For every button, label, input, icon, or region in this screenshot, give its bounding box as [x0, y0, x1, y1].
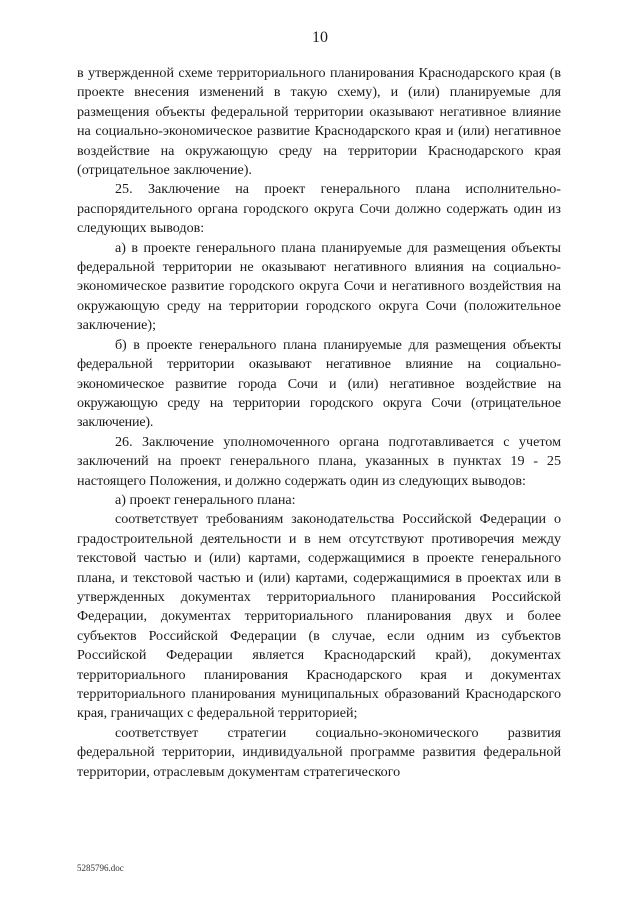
paragraph-subitem-a-26: а) проект генерального плана: [115, 491, 296, 508]
paragraph-subitem-b: б) в проекте генерального плана планируемые для размещения объекты федеральной территории оказывают негативное влияние на социально-экономическое развитие города Сочи и (или) негативное воздействие на окружающую среду на территории городского округа Сочи (отрицательное заключение). [77, 336, 561, 431]
document-body [77, 64, 561, 782]
page-number: 10 [312, 29, 328, 46]
file-name-footer: 5285796.doc [77, 863, 124, 873]
paragraph-subitem-a: а) в проекте генерального плана планируемые для размещения объекты федеральной территории не оказывают негативного влияния на социально-экономическое развитие городского округа Сочи и негативного воздействия на окружающую среду на территории городского округа Сочи (положительное заключение); [77, 239, 561, 334]
paragraph-item-26: 26. Заключение уполномоченного органа подготавливается с учетом заключений на проект генерального плана, указанных в пунктах 19 - 25 настоящего Положения, и должно содержать один из следующих выводов: [77, 433, 561, 489]
paragraph-item-25: 25. Заключение на проект генерального плана исполнительно-распорядительного органа городского округа Сочи должно содержать один из следующих выводов: [77, 181, 561, 237]
paragraph-strategy: соответствует стратегии социально-экономического развития федеральной территории, индивидуальной программе развития федеральной территории, отраслевым документам стратегического [77, 724, 561, 780]
paragraph-compliance: соответствует требованиям законодательства Российской Федерации о градостроительной деятельности и в нем отсутствуют противоречия между текстовой частью и (или) картами, содержащимися в проекте генерального плана, и текстовой частью и (или) картами, содержащимися в проектах или в утвержденных документах территориального планирования Российской Федерации, документах территориального планирования двух и более субъектов Российской Федерации (в случае, если одним из субъектов Российской Федерации является Краснодарский край), документах территориального планирования Краснодарского края и документах территориального планирования муниципальных образований Краснодарского края, граничащих с федеральной территорией; [77, 511, 561, 722]
paragraph-continuation: в утвержденной схеме территориального планирования Краснодарского края (в проекте внесения изменений в такую схему), и (или) планируемые для размещения объекты федеральной территории оказывают негативное влияние на социально-экономическое развитие Краснодарского края и (или) негативное воздействие на окружающую среду на территории Краснодарского края (отрицательное заключение). [77, 65, 561, 179]
